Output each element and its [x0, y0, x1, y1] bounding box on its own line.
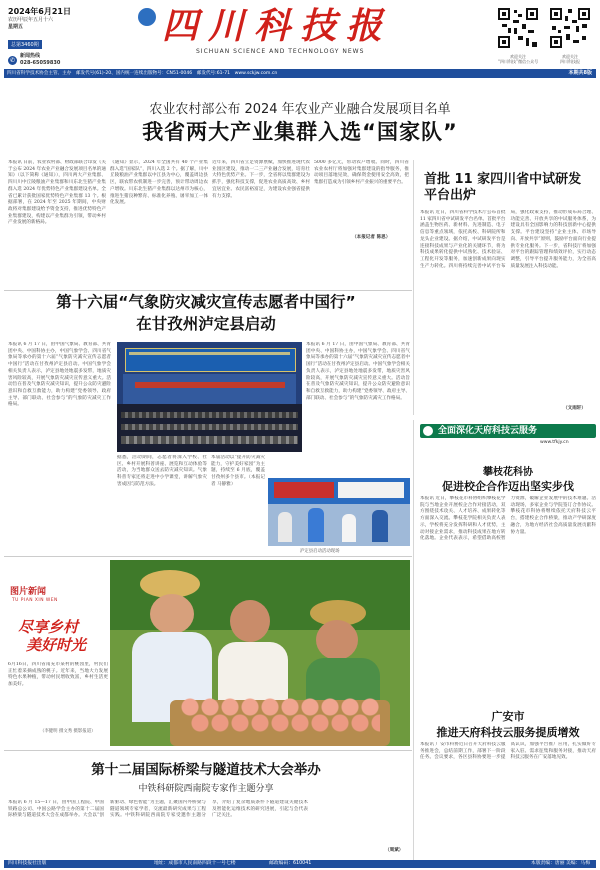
footer-postcode: 邮政编码：610041 [269, 861, 312, 866]
edition-count: 本期共8版 [568, 70, 592, 76]
volunteer-photo [268, 478, 410, 546]
lead-body-col1: 本报讯 日前，农业农村部、财政部联合印发《关于公布 2024 年农业产业融合发展项目名单的通知》（以下简称《通知》），四川两大产业集群、四川川中丘陵粮油产业集群和川东北生猪产业集群入选 2024 年优势特色产业集群建设名单。全省已累计获批国家优势特色产业集群 13 个。根据部署，在 2024 年至 2025 年期间，中央财政将对集群建设给予资金支持，推进优势特色产业集群建设，构建以产业集群为引领，带动乡村产业发展的新格局。 [8, 160, 106, 226]
rt-body: 本报讯 近日，四川省科学技术厅公布首批 11 家四川省中试研发平台名单。首批平台涵盖生物医药、新材料、先进制造、电子信息等重点领域，依托高校、科研院所和龙头企业建设。据介绍，中试研发平台是连接科技成果与产业化的关键环节，将为科技成果转化提供中试熟化、技术验证、工程化开发等服务，加速创新成果向现实生产力转化。四川将持续完善中试平台布局，强化政策支持，推动形成布局合理、功能完善、开放共享的中试服务体系，为建设具有全国影响力的科技创新中心提供支撑。平台建设坚持“企业主体、市场导向、开放共享”原则，鼓励平台面向行业提供专业化服务。下一步，省科技厅将加强对平台的跟踪管理和绩效评价，实行动态调整，引导平台提升服务能力，为全省高质量发展注入科技动能。 [420, 210, 596, 269]
photo-news-title-1: 尽享乡村 [18, 618, 79, 636]
rm-title2: 广安市 [491, 710, 525, 723]
info-bar-text: 四川省科学技术协会主管、主办 邮发代号(61)-20、国内统一连续出版物号：CN51-0046 邮发代号:61-71 www.sckjw.com.cn [7, 71, 278, 76]
vol-body-col4: 本报讯 6 月 17 日，由中国气象局、教育部、共青团中央、中国科协主办，中国气象学会、四川省气象局等承办的第十六届“气象防灾减灾宣传志愿者中国行”活动在甘孜州泸定县启动。中国气象学会相关负责人表示，泸定县地处地震多发带，地质灾害风险较高，开展气象防灾减灾宣传意义重大。活动旨在普及气象防灾减灾知识，提升公众防灾避险意识和自救互救能力，助力构建“党委领导、政府主导、部门联动、社会参与”的气象防灾减灾工作格局。 [306, 342, 410, 401]
cloud-logo-icon [423, 426, 433, 436]
footer-editors: 本版责编：唐丽 美编：马梅 [530, 861, 590, 866]
qr-block-wechat [496, 6, 540, 64]
bottom-title: 第十二届国际桥梁与隧道技术大会举办 [91, 762, 321, 778]
footer-address: 地址：成都市人民南路四段十一号七楼 [154, 861, 236, 866]
weekday: 星期五 [8, 24, 24, 30]
rm-title1-line2: 促进校企合作迈出坚实步伐 [442, 480, 574, 493]
rm-title1-line1: 攀枝花科协 [483, 467, 533, 478]
hotline-number: 028-65059830 [20, 60, 61, 66]
photo-news-title-2: 美好时光 [26, 636, 87, 654]
footer-publisher: 四川科技报社出版 [8, 861, 47, 866]
masthead-title: 四川科技报 [162, 5, 393, 47]
lead-kicker: 农业农村部公布 2024 年农业产业融合发展项目名单 [149, 102, 451, 117]
lead-byline: （本报记者 陈思） [352, 235, 391, 240]
vol-body-col1: 本报讯 6 月 17 日，由中国气象局、教育部、共青团中央、中国科协主办，中国气象学会、四川省气象局等承办的第十六届“气象防灾减灾宣传志愿者中国行”活动在甘孜州泸定县启动。中国气象学会相关负责人表示，泸定县地处地震多发带，地质灾害风险较高，开展气象防灾减灾宣传意义重大。活动旨在普及气象防灾减灾知识，提升公众防灾避险意识和自救互救能力，助力构建“党委领导、政府主导、部门联动、社会参与”的气象防灾减灾工作格局。 [8, 342, 111, 408]
lead-body-col2: 《通知》显示，2024 年全国共有 40 个产业集群入选“国家队”，四川入选 2 个。据了解，川中丘陵粮油产业集群以中江县为中心，覆盖周边县区，联农带农机制进一步完善，预计带动周边农户增收。川东北生猪产业集群以达州市为核心，推进生猪良种繁育、标准化养殖、屠宰加工一体化发展。 [110, 160, 208, 206]
tfkjy-url: www.tfkjy.cn [540, 440, 569, 445]
bottom-byline: （周斌） [385, 848, 404, 853]
tfkjy-banner [420, 424, 596, 438]
bottom-subtitle: 中铁科研院西南院专家作主题分享 [138, 784, 274, 794]
event-photo [117, 342, 302, 452]
qr-code-icon [548, 6, 592, 50]
rm-body1: 本报讯 近日，攀枝花市科协组织攀枝花学院与当地企业开展校企合作对接活动，双方围绕技术攻关、人才培养、成果转化等方面深入交流。攀枝花学院相关负责人表示，学校将充分发挥科研和人才优势，主动对接企业需求，推动科技成果在地方转化落地。企业代表表示，希望借助高校智力资源，破解企业发展中的技术难题。活动现场，多家企业与学院签订合作协议。攀枝花市科协将继续依托天府科技云平台，搭建校企合作桥梁，推动产学研深度融合，为地方经济社会高质量发展贡献科协力量。 [420, 496, 596, 542]
vol-title-line1: 第十六届“气象防灾减灾宣传志愿者中国行” [56, 293, 356, 311]
lunar-date: 农历甲辰年五月十六 [8, 17, 54, 23]
lead-body-col3: 近年来，四川省立足资源禀赋，加快推进现代农业园区建设，推动一二三产业融合发展，培育壮大特色优势产业。下一步，全省将以集群建设为抓手，强化科技支撑，促进农业高质高效、乡村宜居宜业、农民富裕富足，为建设农业强省提供有力支撑。 [212, 160, 310, 199]
lead-body-col4: 5000 多亿元，带动农户增收。同时，四川省农业农村厅将加强对集群建设的指导服务，推动项目落地见效，确保资金使用安全高效，把集群打造成为引领乡村产业振兴的重要平台。 [314, 160, 409, 186]
masthead-english: SICHUAN SCIENCE AND TECHNOLOGY NEWS [196, 48, 365, 55]
issue-date: 2024年6月21日 [8, 7, 71, 16]
info-bar [4, 69, 596, 78]
photo-news-label: 图片新闻 [10, 587, 47, 597]
peach-harvest-photo [110, 560, 410, 746]
tfkjy-banner-text: 全面深化天府科技云服务 [438, 426, 538, 436]
vol-title-line2: 在甘孜州泸定县启动 [136, 315, 276, 333]
date-block [8, 6, 128, 67]
masthead [138, 4, 438, 64]
qr-block-paper [548, 6, 592, 64]
vol-body-col2: 据悉，活动期间，志愿者将深入学校、社区、乡村开展科普讲座、展览和互动体验等活动，为当地群众送去防灾减灾知识。气象科普专家还将走进中小学课堂，讲解气象灾害成因与防范方法。 [117, 455, 207, 487]
qr-caption-wechat: 欢迎关注 “四川科技”微信公众号 [497, 54, 539, 64]
photo-news-pinyin: TU PIAN XIN WEN [12, 598, 58, 603]
footer-bar [4, 860, 596, 868]
masthead-logo-icon [138, 8, 156, 26]
issue-number: 总第3460期 [8, 40, 42, 49]
hotline-label: 新闻热线 [20, 53, 41, 59]
photo-news-credit: （李健明 摄文秀 摄影报道） [40, 729, 96, 734]
vol-body-col3: 本届活动以“提升防灾减灾能力，守护美好家园”为主题，持续至 6 月底，覆盖甘孜州多个县市。（本报记者 马静雅） [211, 455, 265, 487]
rm-body2: 本报讯 广安市科协近日召开天府科技云服务推进会，总结前期工作，部署下一阶段任务。会议要求，各区县科协要进一步提高认识，加强平台推广应用，扎实做好专家入驻、需求征集和服务对接，推动天府科技云服务在广安落地见效。 [420, 742, 596, 761]
rm-subtitle2: 推进天府科技云服务提质增效 [436, 726, 580, 739]
bottom-body: 本报讯 6 月 15—17 日，由中国工程院、中国铁路总公司、中国公路学会主办的第十二届国际桥梁与隧道技术大会在成都举办。大会以“创新驱动、绿色智能”为主题，汇聚国内外桥梁与隧道领域专家学者，交流最新研究成果与工程实践。中铁科研院西南院专家受邀作主题分享，介绍了复杂地质条件下隧道建设关键技术及智能化运维技术的研究进展，引起与会代表广泛关注。 [8, 800, 308, 819]
phone-icon: ✆ [9, 56, 16, 64]
qr-caption-paper: 欢迎关注 四川科技报 [560, 54, 580, 64]
photo-news-caption: 6月16日，四川省南充市某村的桃园里，村民们正忙着采摘成熟的桃子。近年来，当地大力发展特色水果种植，带动村民增收致富，乡村生活更加美好。 [8, 662, 108, 688]
qr-code-icon [496, 6, 540, 50]
rt-title: 首批 11 家四川省中试研发平台出炉 [424, 172, 582, 203]
rt-byline: （文雨轩） [563, 406, 586, 411]
volunteer-photo-caption: 泸定县启动活动现场 [300, 549, 340, 554]
lead-title: 我省两大产业集群入选“国家队” [142, 120, 458, 144]
